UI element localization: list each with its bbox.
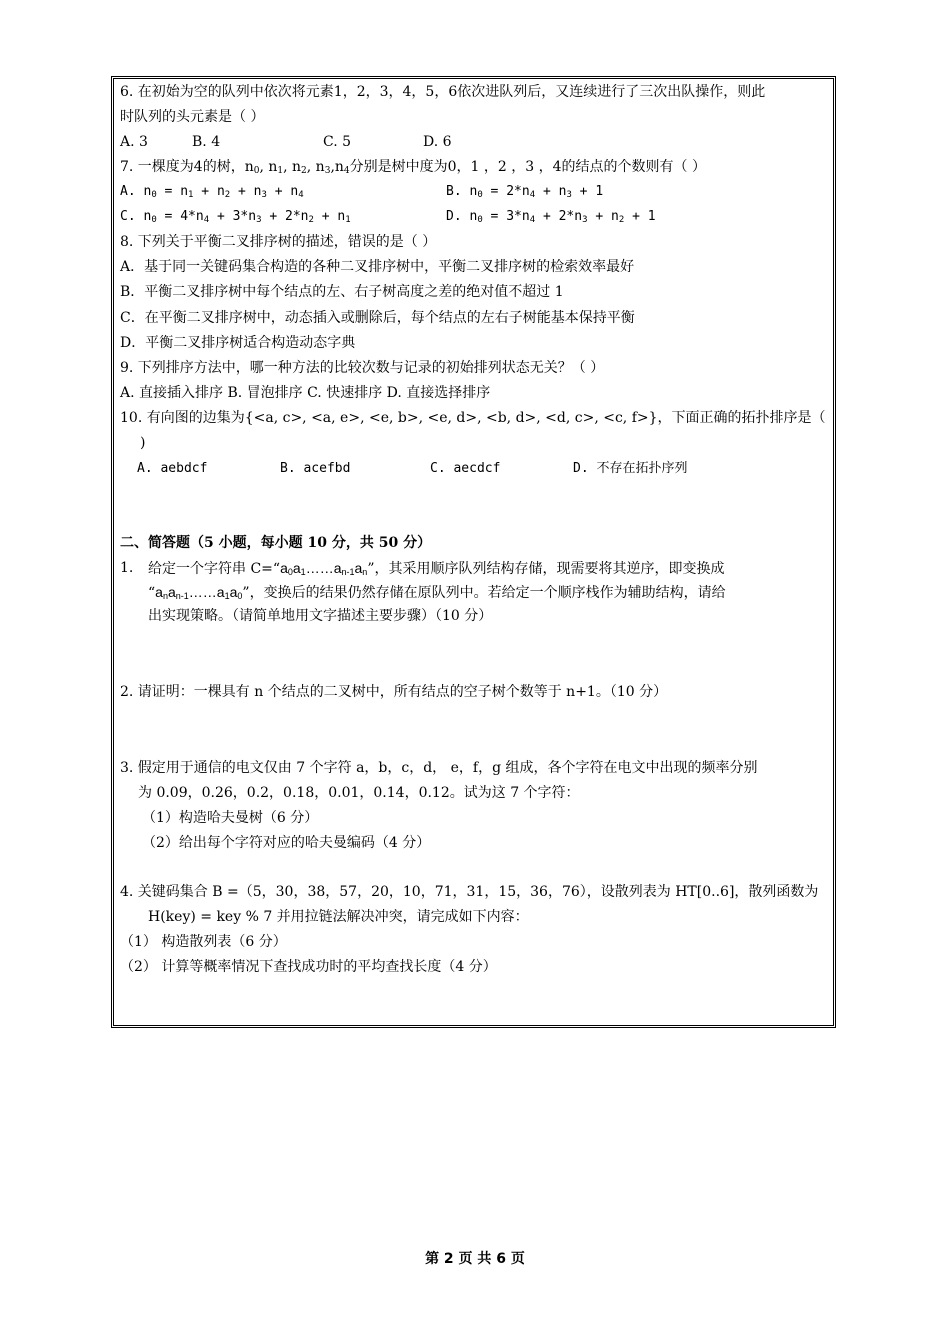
q8-option-a: A．基于同一关键码集合构造的各种二叉排序树中，平衡二叉排序树的检索效率最好 xyxy=(120,259,635,275)
sa-q2: 2. 请证明：一棵具有 n 个结点的二叉树中，所有结点的空子树个数等于 n+1。（10 分） xyxy=(120,684,668,700)
q8-option-c: C．在平衡二叉排序树中，动态插入或删除后，每个结点的左右子树能基本保持平衡 xyxy=(120,310,635,326)
page-footer: 第 2 页 共 6 页 xyxy=(425,1251,525,1267)
sa-q4-sub2: （2） 计算等概率情况下查找成功时的平均查找长度（4 分） xyxy=(120,959,497,975)
section2-heading: 二、简答题（5 小题，每小题 10 分，共 50 分） xyxy=(120,535,432,551)
q8-stem: 8. 下列关于平衡二叉排序树的描述，错误的是（ ） xyxy=(120,234,437,250)
sa-q1-line3: 出实现策略。（请简单地用文字描述主要步骤）（10 分） xyxy=(148,608,493,624)
q10-line1: 10. 有向图的边集为{<a, c>, <a, e>, <e, b>, <e, d>, <b, d>, <d, c>, <c, f>}，下面正确的拓扑排序是（ xyxy=(120,410,826,426)
q8-option-d: D．平衡二叉排序树适合构造动态字典 xyxy=(120,335,356,351)
q10-option-a: A. aebdcf xyxy=(137,461,208,476)
q6-line1: 6. 在初始为空的队列中依次将元素1，2，3，4，5，6依次进队列后，又连续进行了三次出队操作，则此 xyxy=(120,84,766,100)
q6-option-b: B. 4 xyxy=(192,134,221,150)
sa-q4-line2: H(key) = key % 7 并用拉链法解决冲突，请完成如下内容： xyxy=(148,909,529,925)
sa-q3-line2: 为 0.09，0.26，0.2，0.18，0.01，0.14，0.12。试为这 7 个字符： xyxy=(138,785,580,801)
q7-stem: 7. 一棵度为4的树，$n_0$, $n_1$, $n_2$, $n_3,n_4$分别是树中度为0，1 ，2 ，3 ，4的结点的个数则有（ ） xyxy=(120,159,706,176)
q7-option-d: D. $n_0 = 3*n_4 + 2*n_3 + n_2 + 1$ xyxy=(446,209,656,225)
q7-option-b: B. $n_0 = 2*n_4 + n_3 + 1$ xyxy=(446,184,604,200)
q6-option-a: A. 3 xyxy=(120,134,148,150)
q7-stem-post: 分别是树中度为0，1 ，2 ，3 ，4的结点的个数则有（ ） xyxy=(349,159,706,175)
sa-q1-number: 1. xyxy=(120,560,134,576)
q10-option-c: C. aecdcf xyxy=(430,461,501,476)
sa-q4-line1: 4. 关键码集合 B =（5，30，38，57，20，10，71，31，15，36，76），设散列表为 HT[0..6]，散列函数为 xyxy=(120,884,819,900)
sa-q4-sub1: （1） 构造散列表（6 分） xyxy=(120,934,287,950)
sa-q1-line2: “$a_na_{n-1}\dots\dots a_1a_0$”，变换后的结果仍然存储在原队列中。若给定一个顺序栈作为辅助结构，请给 xyxy=(148,584,726,601)
q6-line2: 时队列的头元素是（ ） xyxy=(120,109,265,125)
q10-line2: ) xyxy=(140,435,146,451)
sa-q1-line1: 给定一个字符串 $C=“a_0a_1\dots\dots a_{n-1}a_n$”，其采用顺序队列结构存储，现需要将其逆序，即变换成 xyxy=(148,560,725,577)
sa-q3-sub2: （2）给出每个字符对应的哈夫曼编码（4 分） xyxy=(142,835,431,851)
q7-option-c: C. $n_0 = 4*n_4 + 3*n_3 + 2*n_2 + n_1$ xyxy=(120,209,351,225)
sa-q3-line1: 3. 假定用于通信的电文仅由 7 个字符 a，b，c，d， e，f，g 组成，各个字符在电文中出现的频率分别 xyxy=(120,760,758,776)
q6-option-c: C. 5 xyxy=(323,134,352,150)
q7-stem-pre: 7. 一棵度为4的树，n xyxy=(120,159,254,175)
q9-stem: 9. 下列排序方法中，哪一种方法的比较次数与记录的初始排列状态无关？（ ） xyxy=(120,360,605,376)
q6-option-d: D. 6 xyxy=(423,134,452,150)
sa-q3-sub1: （1）构造哈夫曼树（6 分） xyxy=(142,810,319,826)
q7-option-a: A. $n_0 = n_1 + n_2 + n_3 + n_4$ xyxy=(120,184,304,200)
q10-option-d: D. 不存在拓扑序列 xyxy=(573,461,688,476)
q9-options: A. 直接插入排序 B. 冒泡排序 C. 快速排序 D. 直接选择排序 xyxy=(120,385,491,401)
q10-option-b: B. acefbd xyxy=(280,461,351,476)
q8-option-b: B．平衡二叉排序树中每个结点的左、右子树高度之差的绝对值不超过 1 xyxy=(120,284,564,300)
